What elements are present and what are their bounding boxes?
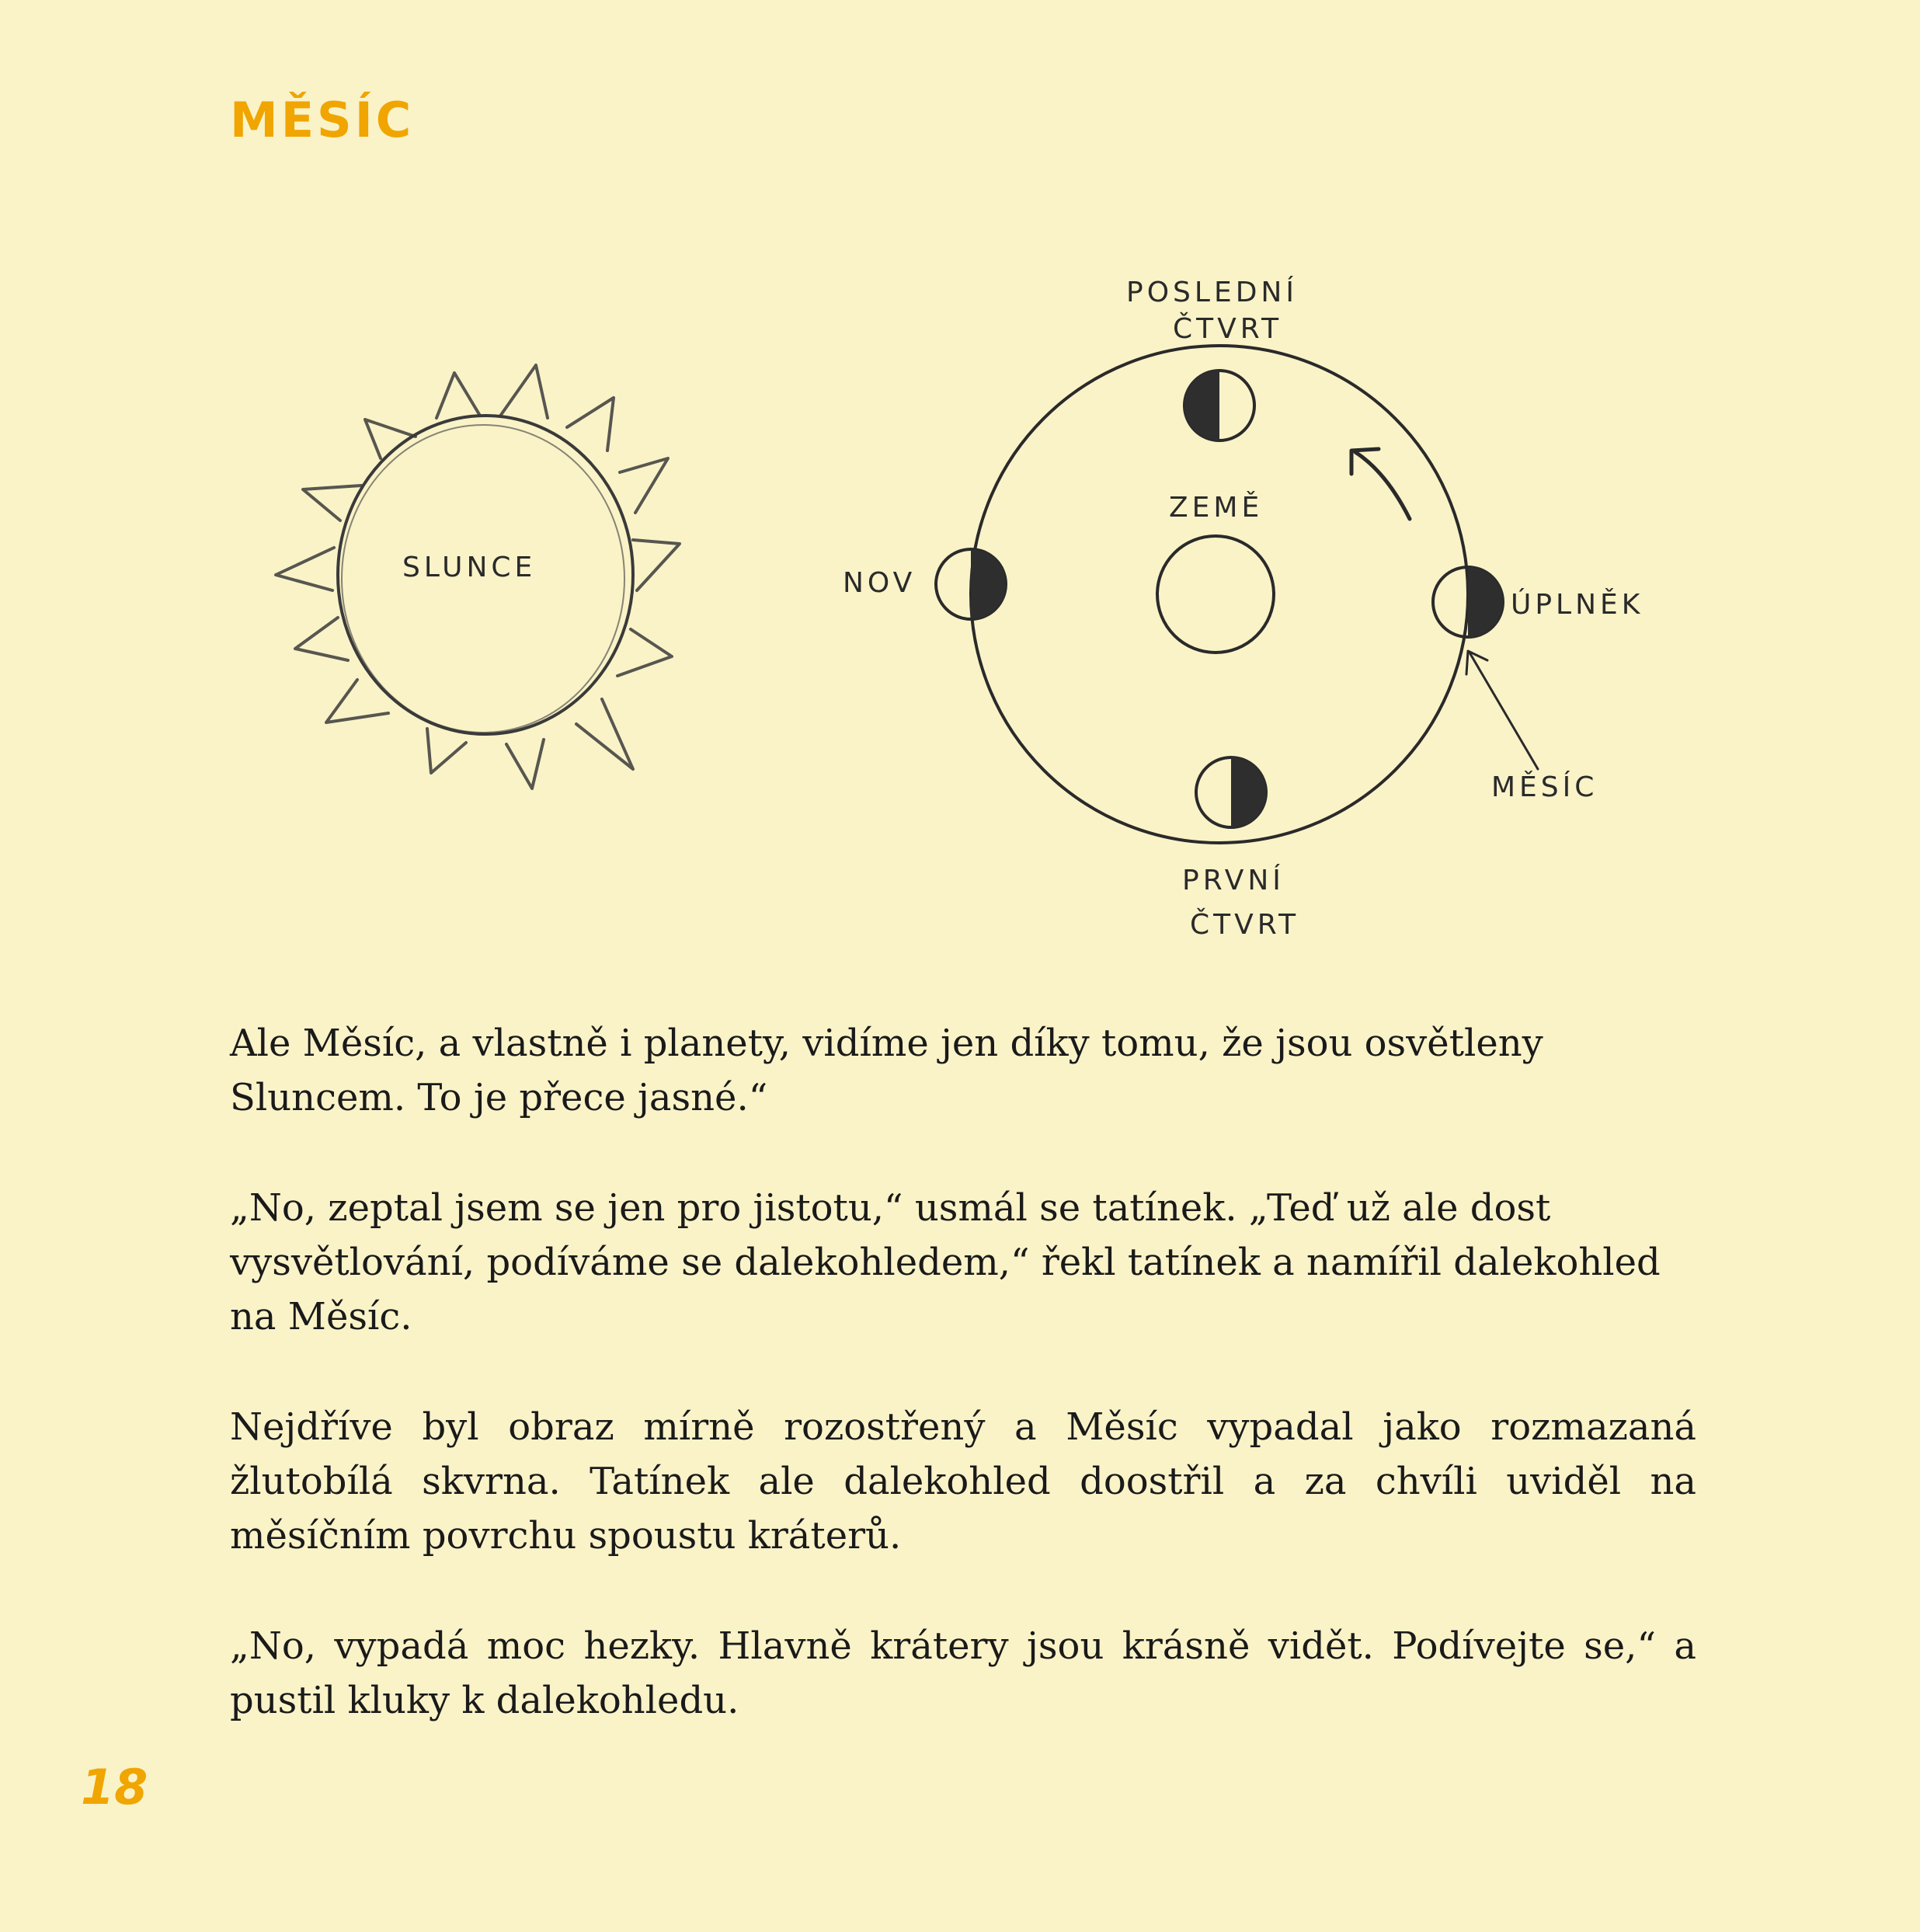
story-text bbox=[230, 1016, 1696, 1784]
chapter-heading: MĚSÍC bbox=[230, 92, 415, 148]
earth-label: ZEMĚ bbox=[1169, 492, 1264, 524]
page-number: 18 bbox=[81, 1759, 148, 1815]
moon-pointer-arrow bbox=[1466, 651, 1538, 769]
first-quarter-phase bbox=[1196, 757, 1266, 827]
sun-label: SLUNCE bbox=[402, 552, 537, 583]
full-moon-label: ÚPLNĚK bbox=[1511, 589, 1644, 621]
orbit-direction-arrow bbox=[1351, 449, 1410, 519]
first-quarter-label-line1: PRVNÍ bbox=[1182, 865, 1285, 896]
new-moon-phase bbox=[936, 549, 1006, 619]
new-moon-label: NOV bbox=[843, 567, 917, 599]
illustration-svg bbox=[233, 225, 1709, 971]
moon-label: MĚSÍC bbox=[1491, 771, 1598, 803]
earth-circle bbox=[1157, 536, 1274, 653]
last-quarter-label-line1: POSLEDNÍ bbox=[1126, 277, 1298, 308]
paragraph-1: Ale Měsíc, a vlastně i planety, vidíme jen díky tomu, že jsou osvětleny Sluncem. To je přece jasné.“ bbox=[230, 1022, 1543, 1119]
last-quarter-label-line2: ČTVRT bbox=[1173, 313, 1283, 345]
full-moon-phase bbox=[1433, 567, 1503, 637]
paragraph-2: „No, zeptal jsem se jen pro jistotu,“ usmál se tatínek. „Teď už ale dost vysvětlování, podíváme se dalekohledem,“ řekl tatínek a namířil dalekohled na Měsíc. bbox=[230, 1186, 1661, 1338]
moon-phases-illustration bbox=[233, 225, 1709, 971]
first-quarter-label-line2: ČTVRT bbox=[1190, 909, 1300, 941]
last-quarter-phase bbox=[1184, 371, 1254, 440]
paragraph-3: Nejdříve byl obraz mírně rozostřený a Měsíc vypadal jako rozmazaná žlutobílá skvrna. Tatínek ale dalekohled doostřil a za chvíli uviděl na měsíčním povrchu spoustu kráterů. bbox=[230, 1405, 1696, 1558]
paragraph-4: „No, vypadá moc hezky. Hlavně krátery jsou krásně vidět. Podívejte se,“ a pustil kluky k dalekohledu. bbox=[230, 1624, 1696, 1722]
